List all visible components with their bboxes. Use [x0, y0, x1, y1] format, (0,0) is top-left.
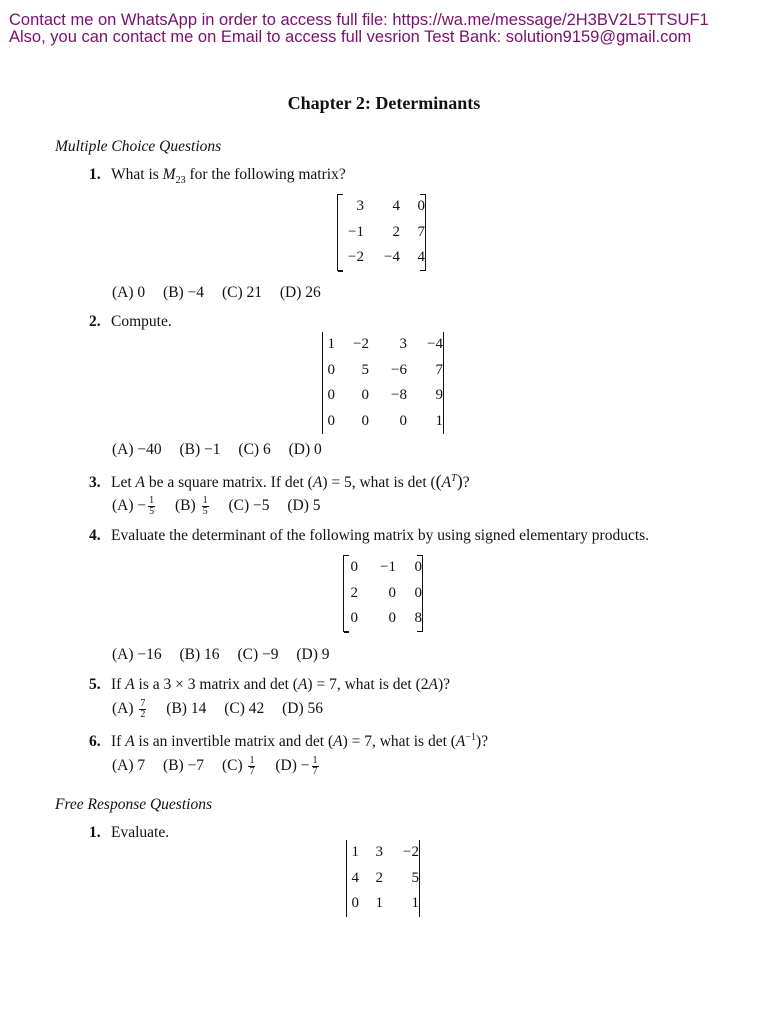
- matrix-cell: 5: [361, 361, 369, 378]
- choice-d: (D) 56: [282, 700, 324, 718]
- matrix-cell: −2: [403, 844, 419, 861]
- choice-d: (D) 26: [279, 284, 321, 301]
- matrix-cell: 1: [435, 412, 443, 429]
- matrix-cell: −1: [348, 223, 364, 240]
- choice-c: (C) 21: [221, 284, 262, 301]
- question-5: 5. If A is a 3 × 3 matrix and det (A) = 7, what is det (2A)?: [89, 676, 451, 693]
- choices-q2: [112, 441, 336, 459]
- matrix-cell: 0: [327, 387, 335, 404]
- choice-c: (C) 42: [224, 700, 265, 718]
- question-number: 1.: [89, 166, 101, 183]
- matrix-cell: 3: [375, 844, 383, 861]
- choices-q5: [112, 699, 337, 720]
- choices-q4: [112, 646, 344, 664]
- fraction: $\frac{1}{5}$: [149, 495, 155, 517]
- matrix-cell: 4: [351, 869, 359, 886]
- matrix-cell: 7: [435, 361, 443, 378]
- matrix-cell: 5: [411, 869, 419, 886]
- choices-q3: [112, 496, 335, 517]
- matrix-cell: 0: [327, 361, 335, 378]
- matrix-cell: 1: [327, 336, 335, 353]
- matrix-cell: 0: [414, 559, 422, 576]
- choice-b: (B) −7: [163, 757, 205, 775]
- banner-line-whatsapp[interactable]: Contact me on WhatsApp in order to access full file: https://wa.me/message/2H3BV2L5TTSUF1: [9, 11, 709, 29]
- free-response-1: 1. Evaluate.: [89, 824, 170, 841]
- choice-c: (C) 6: [238, 441, 271, 458]
- fraction: $\frac{1}{7}$: [312, 755, 318, 777]
- fraction: $\frac{1}{7}$: [249, 755, 255, 777]
- matrix-cell: 0: [417, 198, 425, 215]
- matrix-cell: 3: [399, 336, 407, 353]
- choice-b: (B) −1: [179, 441, 221, 458]
- matrix-q1: [337, 194, 426, 271]
- matrix-cell: 8: [414, 610, 422, 627]
- matrix-cell: 0: [399, 412, 407, 429]
- matrix-cell: 2: [350, 584, 358, 601]
- matrix-cell: 0: [351, 895, 359, 912]
- matrix-cell: 3: [356, 198, 364, 215]
- matrix-cell: 0: [361, 412, 369, 429]
- matrix-cell: 1: [411, 895, 419, 912]
- choices-q6: [112, 756, 335, 777]
- contact-banner: [9, 12, 709, 46]
- question-number: 1.: [89, 824, 101, 841]
- matrix-cell: 2: [392, 223, 400, 240]
- choice-c: (C) $\frac{1}{7}$: [221, 755, 255, 777]
- choice-c: (C) −5: [228, 497, 270, 515]
- question-number: 4.: [89, 527, 101, 544]
- choice-a: (A) 7: [112, 757, 146, 775]
- choice-b: (B) 14: [166, 700, 207, 718]
- question-6: 6. If A is an invertible matrix and det (A) = 7, what is $\det (A^{-1})$?: [89, 732, 489, 751]
- question-number: 2.: [89, 313, 101, 330]
- question-2: 2. Compute.: [89, 313, 172, 330]
- choice-b: (B) −4: [163, 284, 205, 301]
- matrix-cell: 4: [417, 249, 425, 266]
- fraction: $\frac{1}{5}$: [202, 495, 208, 517]
- matrix-cell: 7: [417, 223, 425, 240]
- section-heading-free-response: Free Response Questions: [55, 796, 212, 813]
- determinant-fr1: [346, 840, 420, 917]
- matrix-cell: 0: [388, 610, 396, 627]
- matrix-cell: 0: [388, 584, 396, 601]
- choice-c: (C) −9: [237, 646, 279, 663]
- choice-d: (D) − $\frac{1}{7}$: [275, 755, 318, 777]
- choice-b: (B) $\frac{1}{5}$: [175, 495, 208, 517]
- choice-a: (A) − $\frac{1}{5}$: [112, 495, 155, 517]
- choice-d: (D) 0: [288, 441, 322, 458]
- matrix-cell: 0: [327, 412, 335, 429]
- matrix-cell: −4: [427, 336, 443, 353]
- matrix-cell: 9: [435, 387, 443, 404]
- fraction: $\frac{7}{2}$: [140, 698, 146, 720]
- question-1: 1. What is $M_{23}$ for the following matrix?: [89, 166, 346, 187]
- choice-b: (B) 16: [179, 646, 220, 663]
- choice-a: (A) −40: [112, 441, 162, 458]
- question-3: 3. Let A be a square matrix. If det (A) = 5, what is $\det ((A^T)$?: [89, 471, 470, 491]
- chapter-title: Chapter 2: Determinants: [287, 93, 481, 113]
- matrix-cell: 0: [361, 387, 369, 404]
- matrix-cell: 1: [375, 895, 383, 912]
- choice-a: (A) $\frac{7}{2}$: [112, 698, 146, 720]
- matrix-cell: −4: [384, 249, 400, 266]
- matrix-cell: 2: [375, 869, 383, 886]
- choice-a: (A) −16: [112, 646, 162, 663]
- matrix-cell: −8: [391, 387, 407, 404]
- determinant-q2: [322, 332, 444, 434]
- question-number: 3.: [89, 474, 101, 491]
- question-4: 4. Evaluate the determinant of the following matrix by using signed elementary products.: [89, 527, 650, 544]
- matrix-q4: [343, 555, 423, 632]
- matrix-cell: −6: [391, 361, 407, 378]
- matrix-cell: 0: [414, 584, 422, 601]
- matrix-cell: −1: [380, 559, 396, 576]
- matrix-cell: 0: [350, 610, 358, 627]
- choices-q1: [112, 284, 335, 302]
- choice-a: (A) 0: [112, 284, 146, 301]
- section-heading-multiple-choice: Multiple Choice Questions: [55, 138, 222, 155]
- matrix-cell: −2: [353, 336, 369, 353]
- question-number: 5.: [89, 676, 101, 693]
- choice-d: (D) 9: [296, 646, 330, 663]
- matrix-cell: 4: [392, 198, 400, 215]
- banner-line-email[interactable]: Also, you can contact me on Email to access full vesrion Test Bank: solution9159@gmail.com: [9, 28, 692, 46]
- question-number: 6.: [89, 733, 101, 751]
- choice-d: (D) 5: [287, 497, 321, 515]
- matrix-cell: 1: [351, 844, 359, 861]
- matrix-cell: 0: [350, 559, 358, 576]
- matrix-cell: −2: [348, 249, 364, 266]
